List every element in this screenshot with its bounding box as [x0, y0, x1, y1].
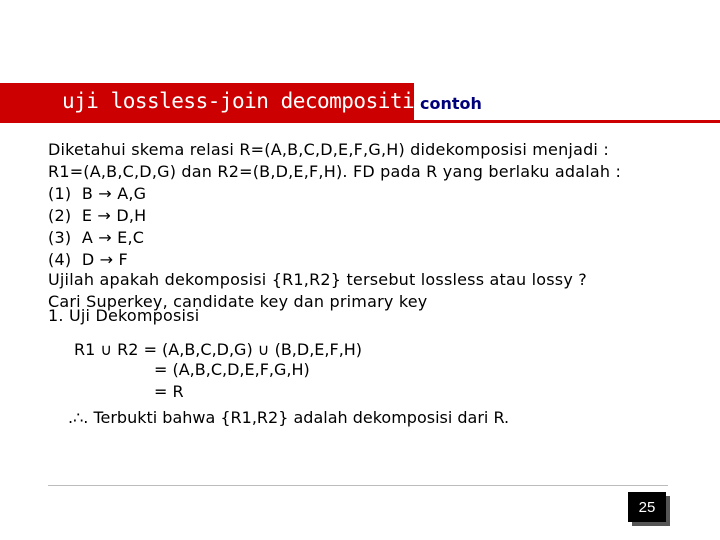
derivation-line-1: R1 ∪ R2 = (A,B,C,D,G) ∪ (B,D,E,F,H) [74, 340, 363, 359]
footer-divider [48, 485, 668, 486]
derivation-line-3: = R [154, 382, 184, 401]
text-line-2: R1=(A,B,C,D,G) dan R2=(B,D,E,F,H). FD pada R yang berlaku adalah : [48, 162, 622, 181]
fd-2: (2) E → D,H [48, 206, 147, 225]
section-heading: 1. Uji Dekomposisi [48, 306, 200, 325]
text-line-1: Diketahui skema relasi R=(A,B,C,D,E,F,G,H) didekomposisi menjadi : [48, 140, 609, 159]
fd-4: (4) D → F [48, 250, 128, 269]
slide-title: uji lossless-join decomposition [62, 89, 439, 113]
text-line-question: Ujilah apakah dekomposisi {R1,R2} tersebut lossless atau lossy ? [48, 270, 587, 289]
fd-3: (3) A → E,C [48, 228, 145, 247]
fd-1: (1) B → A,G [48, 184, 147, 203]
text-line-task: Cari Superkey, candidate key dan primary key [48, 292, 428, 311]
page-number: 25 [628, 492, 666, 522]
conclusion-line: .∴. Terbukti bahwa {R1,R2} adalah dekomposisi dari R. [68, 408, 510, 427]
derivation-line-2: = (A,B,C,D,E,F,G,H) [154, 360, 310, 379]
title-underline [414, 120, 720, 123]
slide-subtitle: contoh [420, 94, 482, 113]
